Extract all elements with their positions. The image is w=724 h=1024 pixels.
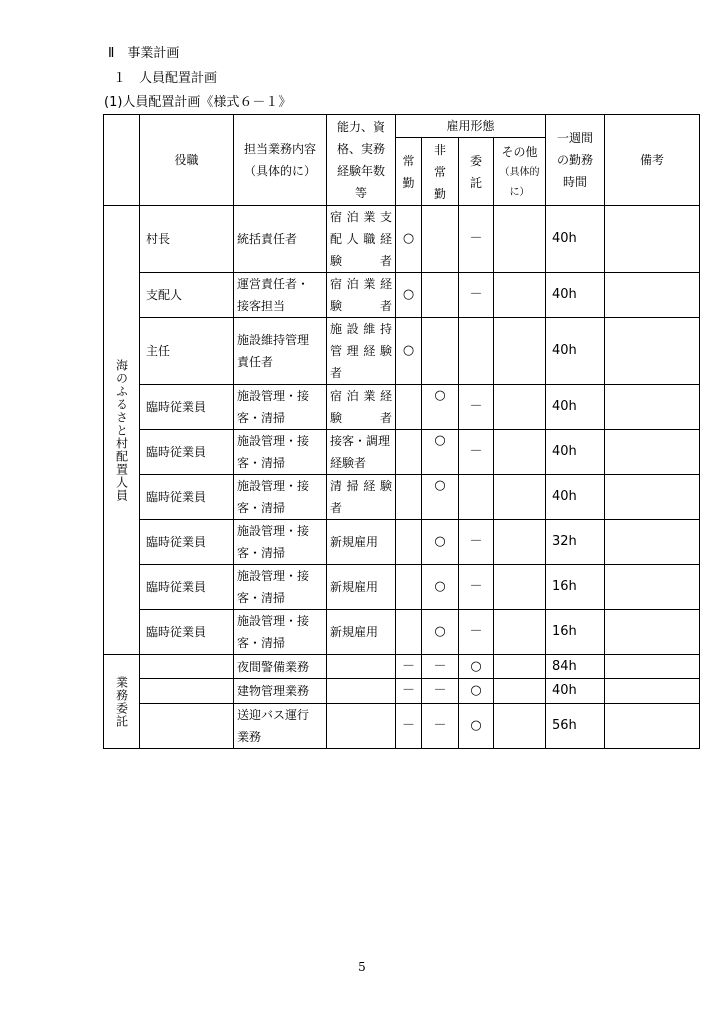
cell-contract: － (459, 520, 494, 565)
cell-role: 臨時従業員 (140, 610, 234, 655)
cell-parttime: ○ (422, 475, 459, 520)
cell-ability (327, 655, 396, 679)
cell-duties: 施設管理・接 客・清掃 (234, 475, 327, 520)
cell-fulltime: － (396, 704, 422, 749)
cell-role: 村長 (140, 206, 234, 273)
cell-parttime: ○ (422, 610, 459, 655)
cell-hours: 40h (546, 430, 605, 475)
cell-hours: 40h (546, 273, 605, 318)
group-label-outsourced-text: 業務委託 (114, 675, 129, 728)
cell-fulltime (396, 610, 422, 655)
cell-ability: 新規雇用 (327, 565, 396, 610)
cell-remarks (605, 610, 700, 655)
cell-other (494, 385, 546, 430)
cell-duties: 送迎バス運行 業務 (234, 704, 327, 749)
cell-other (494, 475, 546, 520)
cell-role: 支配人 (140, 273, 234, 318)
table-row (104, 704, 700, 749)
cell-remarks (605, 475, 700, 520)
cell-contract: － (459, 385, 494, 430)
cell-hours: 40h (546, 206, 605, 273)
cell-remarks (605, 704, 700, 749)
staffing-plan-table (103, 114, 700, 749)
cell-role (140, 679, 234, 704)
cell-contract: － (459, 273, 494, 318)
table-row (104, 565, 700, 610)
cell-contract: － (459, 430, 494, 475)
cell-other (494, 520, 546, 565)
table-row (104, 273, 700, 318)
cell-hours: 16h (546, 565, 605, 610)
cell-contract: ○ (459, 704, 494, 749)
cell-other (494, 430, 546, 475)
header-other-detail: （具体的 に） (499, 166, 540, 198)
cell-other (494, 679, 546, 704)
table-row (104, 610, 700, 655)
cell-contract (459, 475, 494, 520)
cell-remarks (605, 318, 700, 385)
cell-remarks (605, 565, 700, 610)
table-row (104, 679, 700, 704)
cell-ability: 接客・調理 経験者 (327, 430, 396, 475)
header-contract: 委 託 (459, 138, 494, 206)
cell-parttime (422, 206, 459, 273)
cell-other (494, 206, 546, 273)
cell-remarks (605, 655, 700, 679)
cell-ability (327, 679, 396, 704)
cell-role (140, 704, 234, 749)
cell-ability: 宿泊業支 配人職経 験者 (327, 206, 396, 273)
cell-fulltime: ○ (396, 273, 422, 318)
cell-fulltime (396, 475, 422, 520)
cell-other (494, 610, 546, 655)
group-label-outsourced (104, 655, 140, 749)
table-row (104, 655, 700, 679)
table-row (104, 430, 700, 475)
cell-contract: ○ (459, 679, 494, 704)
cell-hours: 40h (546, 679, 605, 704)
table-row (104, 475, 700, 520)
cell-remarks (605, 520, 700, 565)
cell-ability (327, 704, 396, 749)
cell-duties: 建物管理業務 (234, 679, 327, 704)
header-ability: 能力、資 格、実務 経験年数 等 (327, 115, 396, 206)
cell-role (140, 655, 234, 679)
cell-duties: 施設管理・接 客・清掃 (234, 385, 327, 430)
cell-parttime: ○ (422, 565, 459, 610)
cell-parttime (422, 273, 459, 318)
cell-duties: 夜間警備業務 (234, 655, 327, 679)
cell-duties: 施設管理・接 客・清掃 (234, 520, 327, 565)
cell-ability: 清掃経験 者 (327, 475, 396, 520)
cell-other (494, 655, 546, 679)
header-group-blank (104, 115, 140, 206)
cell-parttime: － (422, 679, 459, 704)
cell-ability: 施設維持 管理経験 者 (327, 318, 396, 385)
header-weekly-hours: 一週間 の勤務 時間 (546, 115, 605, 206)
cell-fulltime: ○ (396, 206, 422, 273)
header-parttime: 非 常 勤 (422, 138, 459, 206)
cell-parttime: ○ (422, 430, 459, 475)
cell-hours: 40h (546, 318, 605, 385)
table-title: (1)人員配置計画《様式６－１》 (104, 95, 292, 110)
header-remarks: 備考 (605, 115, 700, 206)
header-employment: 雇用形態 (396, 115, 546, 138)
cell-other (494, 318, 546, 385)
cell-ability: 新規雇用 (327, 520, 396, 565)
cell-parttime: － (422, 655, 459, 679)
cell-remarks (605, 679, 700, 704)
cell-role: 臨時従業員 (140, 475, 234, 520)
header-fulltime: 常 勤 (396, 138, 422, 206)
table-row (104, 318, 700, 385)
cell-contract: － (459, 565, 494, 610)
cell-fulltime (396, 520, 422, 565)
cell-role: 臨時従業員 (140, 565, 234, 610)
cell-duties: 施設管理・接 客・清掃 (234, 565, 327, 610)
cell-parttime (422, 318, 459, 385)
header-role: 役職 (140, 115, 234, 206)
section-heading: Ⅱ 事業計画 (108, 46, 180, 61)
cell-fulltime: － (396, 655, 422, 679)
cell-role: 臨時従業員 (140, 430, 234, 475)
cell-parttime: － (422, 704, 459, 749)
cell-fulltime: ○ (396, 318, 422, 385)
cell-remarks (605, 430, 700, 475)
cell-ability: 宿泊業経 験者 (327, 385, 396, 430)
cell-other (494, 704, 546, 749)
cell-contract: ○ (459, 655, 494, 679)
cell-hours: 16h (546, 610, 605, 655)
subsection-heading: １ 人員配置計画 (113, 71, 218, 86)
cell-other (494, 565, 546, 610)
cell-hours: 32h (546, 520, 605, 565)
cell-hours: 84h (546, 655, 605, 679)
cell-hours: 40h (546, 475, 605, 520)
group-label-staff (104, 206, 140, 655)
cell-other (494, 273, 546, 318)
cell-duties: 施設維持管理 責任者 (234, 318, 327, 385)
cell-contract (459, 318, 494, 385)
table-row (104, 385, 700, 430)
cell-fulltime: － (396, 679, 422, 704)
cell-fulltime (396, 430, 422, 475)
table-row (104, 520, 700, 565)
cell-role: 臨時従業員 (140, 520, 234, 565)
cell-duties: 運営責任者・ 接客担当 (234, 273, 327, 318)
cell-ability: 宿泊業経 験者 (327, 273, 396, 318)
header-duties: 担当業務内容 （具体的に） (234, 115, 327, 206)
cell-duties: 統括責任者 (234, 206, 327, 273)
cell-role: 臨時従業員 (140, 385, 234, 430)
cell-fulltime (396, 385, 422, 430)
cell-hours: 56h (546, 704, 605, 749)
cell-remarks (605, 206, 700, 273)
header-other (494, 138, 546, 206)
page-number: 5 (358, 960, 366, 974)
cell-remarks (605, 385, 700, 430)
cell-duties: 施設管理・接 客・清掃 (234, 430, 327, 475)
cell-contract: － (459, 610, 494, 655)
cell-parttime: ○ (422, 520, 459, 565)
cell-contract: － (459, 206, 494, 273)
cell-remarks (605, 273, 700, 318)
cell-fulltime (396, 565, 422, 610)
header-other-label: その他 (501, 144, 538, 159)
cell-hours: 40h (546, 385, 605, 430)
group-label-staff-text: 海のふるさと村配置人員 (114, 358, 129, 502)
table-row (104, 206, 700, 273)
cell-ability: 新規雇用 (327, 610, 396, 655)
cell-parttime: ○ (422, 385, 459, 430)
cell-role: 主任 (140, 318, 234, 385)
cell-duties: 施設管理・接 客・清掃 (234, 610, 327, 655)
